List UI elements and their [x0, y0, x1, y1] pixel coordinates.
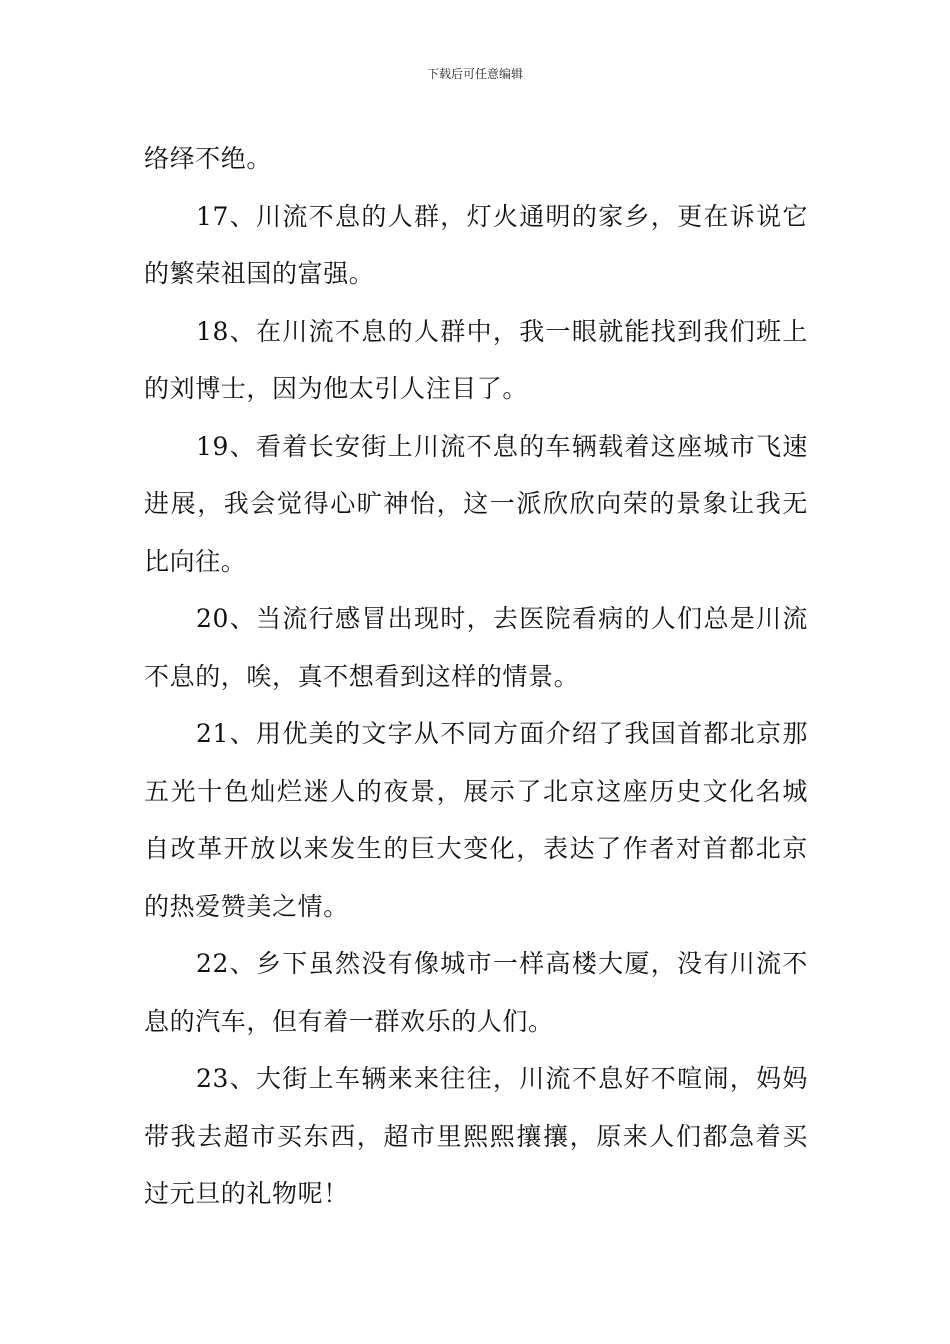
- paragraph-18: 18、在川流不息的人群中，我一眼就能找到我们班上的刘博士，因为他太引人注目了。: [144, 316, 808, 403]
- paragraph-20: 20、当流行感冒出现时，去医院看病的人们总是川流不息的，唉，真不想看到这样的情景。: [144, 604, 808, 691]
- document-body: [144, 130, 808, 1223]
- paragraph-19: 19、看着长安街上川流不息的车辆载着这座城市飞速进展，我会觉得心旷神怡，这一派欣欣向荣的景象让我无比向往。: [144, 431, 808, 576]
- paragraph-21: 21、用优美的文字从不同方面介绍了我国首都北京那五光十色灿烂迷人的夜景，展示了北京这座历史文化名城自改革开放以来发生的巨大变化，表达了作者对首都北京的热爱赞美之情。: [144, 719, 808, 921]
- paragraph-continuation: 络绎不绝。: [144, 144, 273, 173]
- paragraph-23: 23、大街上车辆来来往往，川流不息好不喧闹，妈妈带我去超市买东西，超市里熙熙攘攘，原来人们都急着买过元旦的礼物呢！: [144, 1064, 808, 1208]
- paragraph-17: 17、川流不息的人群，灯火通明的家乡，更在诉说它的繁荣祖国的富强。: [144, 201, 808, 288]
- page-header: 下载后可任意编辑: [426, 67, 523, 81]
- paragraph-22: 22、乡下虽然没有像城市一样高楼大厦，没有川流不息的汽车，但有着一群欢乐的人们。: [144, 949, 808, 1036]
